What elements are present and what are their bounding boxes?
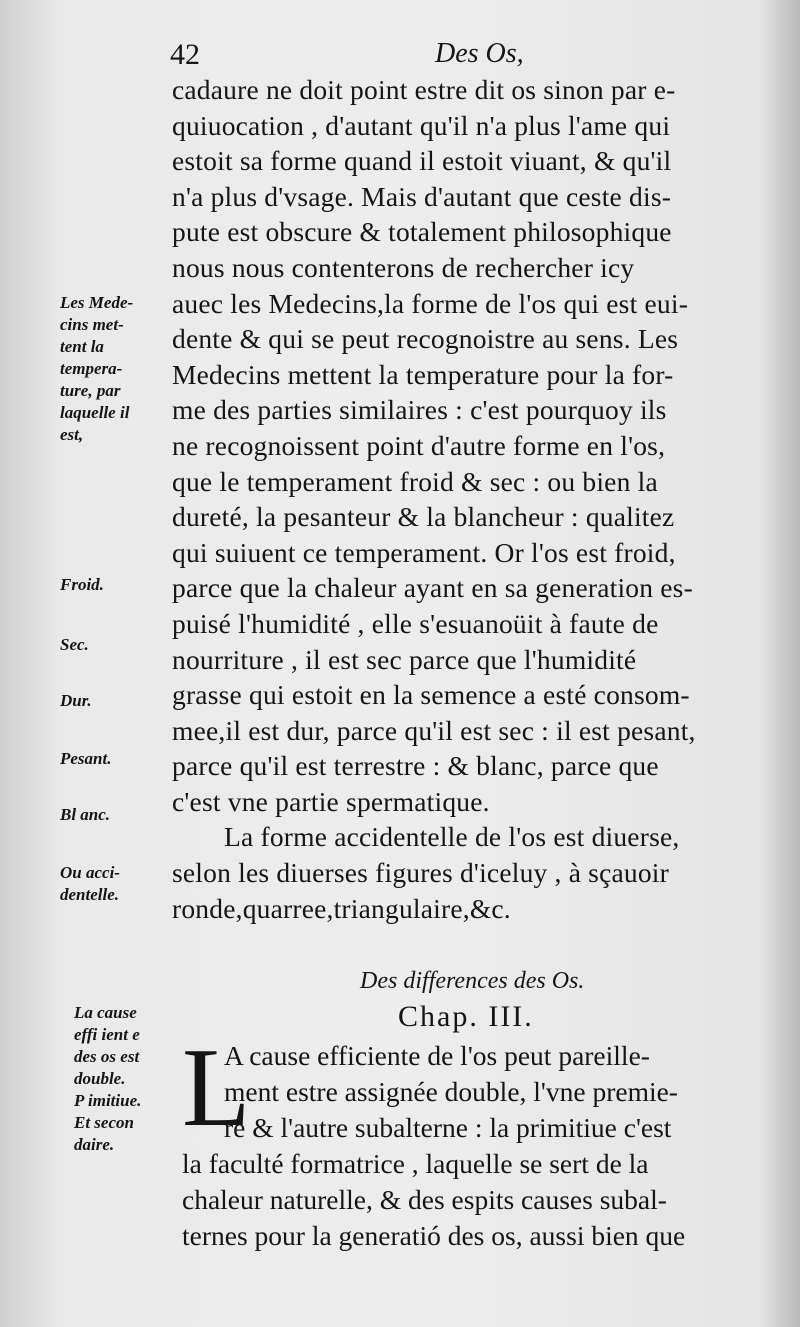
margin-note-line: Les Mede- <box>60 293 134 312</box>
margin-note-line: Froid. <box>60 575 104 594</box>
text-line: ronde,quarree,triangulaire,&c. <box>172 892 511 924</box>
chapter-text <box>182 1026 800 1254</box>
text-line: A cause efficiente de l'os peut pareille- <box>224 1040 650 1071</box>
text-line: auec les Medecins,la forme de l'os qui est eui- <box>172 287 689 319</box>
page-header <box>170 38 600 74</box>
text-line: dureté, la pesanteur & la blancheur : qualitez <box>172 501 675 533</box>
section-heading: Des differences des Os. <box>360 968 585 994</box>
margin-note-line: Bl anc. <box>60 805 111 824</box>
margin-note-line: Sec. <box>60 635 89 654</box>
margin-note-medecins <box>60 292 133 446</box>
text-line: parce que la chaleur ayant en sa generation es- <box>172 572 693 604</box>
running-title: Des Os, <box>435 38 524 69</box>
text-line: c'est vne partie spermatique. <box>172 785 490 817</box>
margin-note-line: Ou acci- <box>60 863 120 882</box>
margin-note-cause <box>74 1002 141 1156</box>
text-line: puisé l'humidité , elle s'esuanoüit à faute de <box>172 607 659 639</box>
text-line: ne recognoissent point d'autre forme en l'os, <box>172 429 666 461</box>
margin-note-line: P imitiue. <box>74 1091 142 1110</box>
margin-note-pesant <box>60 748 111 770</box>
margin-note-blanc <box>60 804 110 826</box>
text-line: dente & qui se peut recognoistre au sens. Les <box>172 323 679 355</box>
margin-note-line: daire. <box>74 1135 115 1154</box>
text-line: re & l'autre subalterne : la primitiue c'est <box>224 1112 672 1143</box>
text-line: grasse qui estoit en la semence a esté consom- <box>172 679 690 711</box>
chapter-heading: Chap. III. <box>398 1000 534 1033</box>
text-line: que le temperament froid & sec : ou bien la <box>172 465 658 497</box>
text-line: quiuocation , d'autant qu'il n'a plus l'ame qui <box>172 109 671 141</box>
text-line: la faculté formatrice , laquelle se sert de la <box>182 1148 649 1179</box>
text-line: chaleur naturelle, & des espits causes subal- <box>182 1184 667 1215</box>
page-number: 42 <box>170 38 200 71</box>
margin-note-line: Dur. <box>60 691 92 710</box>
drop-cap: L <box>182 1026 251 1150</box>
text-line: parce qu'il est terrestre : & blanc, parce que <box>172 750 659 782</box>
text-line: pute est obscure & totalement philosophique <box>172 216 672 248</box>
text-line: nous nous contenterons de rechercher icy <box>172 251 635 283</box>
margin-note-line: tent la <box>60 337 104 356</box>
margin-note-line: La cause <box>74 1003 137 1022</box>
margin-note-dur <box>60 690 92 712</box>
margin-note-line: laquelle il <box>60 403 130 422</box>
margin-note-line: Pesant. <box>60 749 112 768</box>
text-line: estoit sa forme quand il estoit viuant, & qu'il <box>172 145 672 177</box>
text-line: n'a plus d'vsage. Mais d'autant que ceste dis- <box>172 180 672 212</box>
text-line: Medecins mettent la temperature pour la for- <box>172 358 674 390</box>
text-line: La forme accidentelle de l'os est diuerse, <box>224 821 680 853</box>
body-text <box>172 72 792 926</box>
margin-note-line: Et secon <box>74 1113 134 1132</box>
margin-note-line: cins met- <box>60 315 124 334</box>
text-line: nourriture , il est sec parce que l'humidité <box>172 643 637 675</box>
margin-note-sec <box>60 634 89 656</box>
margin-note-froid <box>60 574 104 596</box>
text-line: selon les diuerses figures d'iceluy , à sçauoir <box>172 857 669 889</box>
margin-note-line: tempera- <box>60 359 123 378</box>
text-line: cadaure ne doit point estre dit os sinon par e- <box>172 74 676 105</box>
text-line: mee,il est dur, parce qu'il est sec : il est pesant, <box>172 714 696 746</box>
margin-note-line: double. <box>74 1069 126 1088</box>
text-line: me des parties similaires : c'est pourquoy ils <box>172 394 667 426</box>
margin-note-accidentelle <box>60 862 120 906</box>
margin-note-line: effi ient e <box>74 1025 140 1044</box>
margin-note-line: ture, par <box>60 381 121 400</box>
text-line: qui suiuent ce temperament. Or l'os est froid, <box>172 536 676 568</box>
text-line: ment estre assignée double, l'vne premie- <box>224 1076 678 1107</box>
margin-note-line: des os est <box>74 1047 140 1066</box>
margin-note-line: est, <box>60 425 84 444</box>
margin-note-line: dentelle. <box>60 885 120 904</box>
text-line: ternes pour la generatió des os, aussi bien que <box>182 1220 686 1251</box>
